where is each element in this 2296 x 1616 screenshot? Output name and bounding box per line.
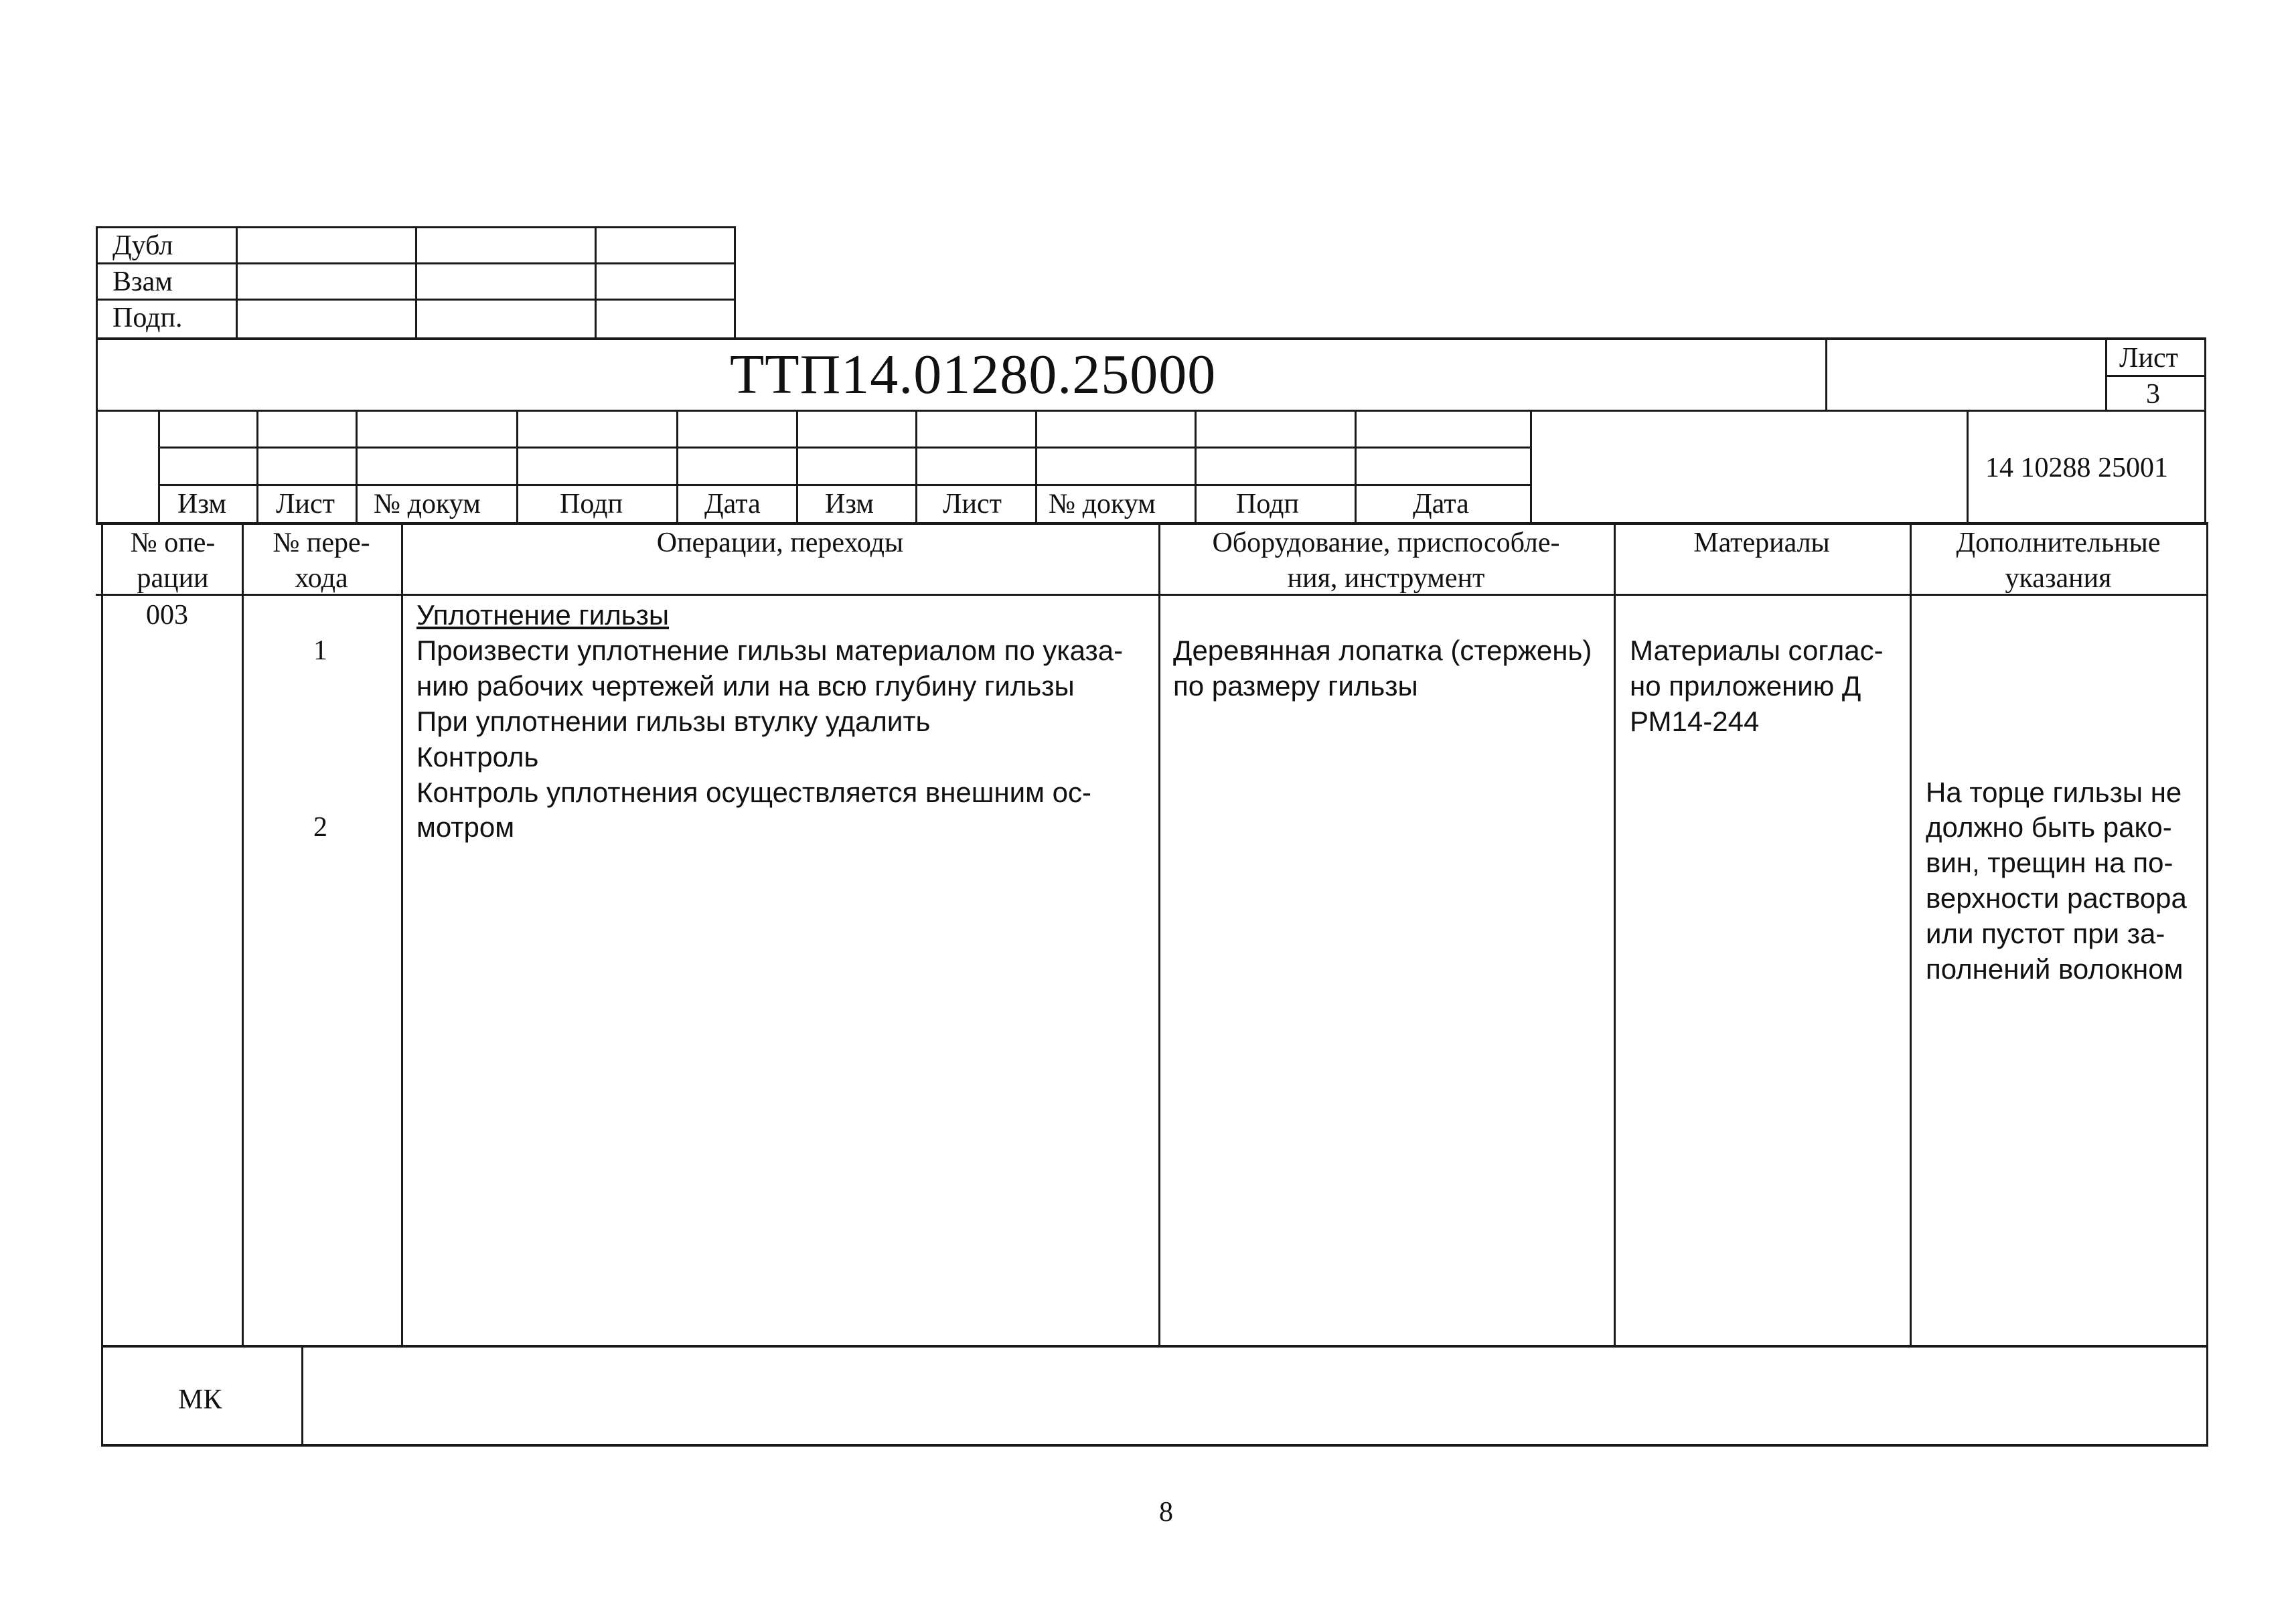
materials-line: но приложению Д <box>1630 670 1861 702</box>
header-equipment-line2: ния, инструмент <box>1287 563 1485 594</box>
note-line: или пустот при за- <box>1926 918 2165 949</box>
header-operations: Операции, переходы <box>656 528 904 558</box>
document-code: ТТП14.01280.25000 <box>730 343 1217 406</box>
rev-col-dokum-2: № докум <box>1049 489 1156 519</box>
sheet-number: 3 <box>2146 379 2160 410</box>
equipment-line: Деревянная лопатка (стержень) <box>1173 635 1592 666</box>
rev-col-data-2: Дата <box>1413 489 1469 519</box>
document-number: 14 10288 25001 <box>1985 453 2168 483</box>
rev-col-list-2: Лист <box>943 489 1002 519</box>
header-notes-line1: Дополнительные <box>1956 528 2161 558</box>
stamp-row-vzam: Взам <box>112 266 173 297</box>
operation-line: Произвести уплотнение гильзы материалом по указа- <box>416 635 1124 666</box>
materials-line: Материалы соглас- <box>1630 635 1884 666</box>
header-materials: Материалы <box>1693 528 1830 558</box>
equipment-line: по размеру гильзы <box>1173 670 1418 702</box>
operation-line: Контроль уплотнения осуществляется внешним ос- <box>416 777 1091 808</box>
rev-col-podp-1: Подп <box>560 489 623 519</box>
operation-title: Уплотнение гильзы <box>416 599 670 631</box>
rev-col-dokum-1: № докум <box>374 489 481 519</box>
rev-col-izm-2: Изм <box>825 489 874 519</box>
rev-col-podp-2: Подп <box>1236 489 1299 519</box>
header-equipment-line1: Оборудование, приспособле- <box>1212 528 1560 558</box>
note-line: должно быть рако- <box>1926 811 2172 843</box>
note-line: верхности раствора <box>1926 882 2187 914</box>
note-line: На торце гильзы не <box>1926 777 2182 808</box>
stamp-row-dubl: Дубл <box>112 230 173 261</box>
rev-col-data-1: Дата <box>704 489 761 519</box>
step-number-1: 1 <box>313 635 327 666</box>
operation-line: Контроль <box>416 741 539 773</box>
step-number-2: 2 <box>313 812 327 843</box>
header-notes-line2: указания <box>2005 563 2112 594</box>
operation-line: мотром <box>416 811 515 843</box>
header-step-no-line2: хода <box>295 563 348 594</box>
footer-label-mk: МК <box>178 1384 222 1415</box>
rev-col-list-1: Лист <box>276 489 335 519</box>
sheet-label: Лист <box>2119 343 2178 374</box>
header-op-no-line2: рации <box>137 563 209 594</box>
note-line: полнений волокном <box>1926 953 2184 985</box>
note-line: вин, трещин на по- <box>1926 847 2173 878</box>
operation-number: 003 <box>146 600 188 631</box>
materials-line: РМ14-244 <box>1630 706 1760 737</box>
operation-line: При уплотнении гильзы втулку удалить <box>416 706 931 737</box>
operation-line: нию рабочих чертежей или на всю глубину гильзы <box>416 670 1075 702</box>
rev-col-izm-1: Изм <box>177 489 226 519</box>
page-number: 8 <box>1159 1497 1173 1528</box>
header-op-no-line1: № опе- <box>130 528 216 558</box>
header-step-no-line1: № пере- <box>273 528 370 558</box>
stamp-row-podp: Подп. <box>112 303 183 333</box>
